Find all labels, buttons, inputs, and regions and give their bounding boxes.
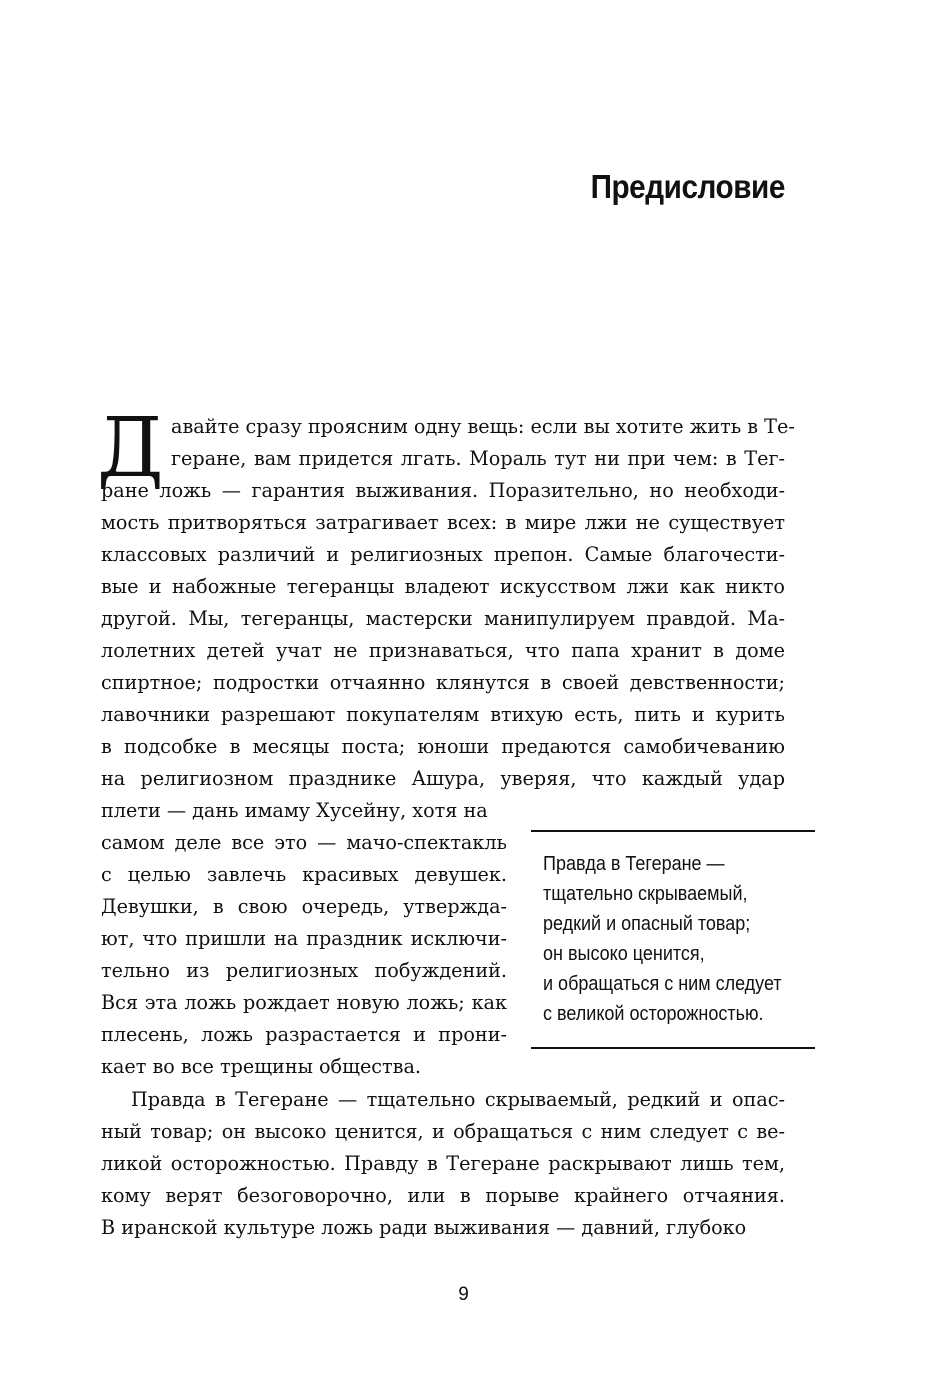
body-line: В иранской культуре ложь ради выживания — давний, глубоко (101, 1216, 747, 1239)
body-line: лолетних детей учат не признаваться, что папа хранит в доме (101, 639, 785, 662)
body-line: ют, что пришли на праздник исключи- (101, 927, 507, 950)
body-line: кает во все трещины общества. (101, 1055, 421, 1078)
body-line: в подсобке в месяцы поста; юноши предаются самобичеванию (101, 735, 785, 758)
pull-quote-line: Правда в Тегеране — (543, 853, 725, 875)
body-line: тельно из религиозных побуждений. (101, 959, 507, 982)
pull-quote-line: он высоко ценится, (543, 943, 705, 965)
body-line: плети — дань имаму Хусейну, хотя на (101, 799, 488, 822)
body-line: Девушки, в свою очередь, утвержда- (101, 895, 507, 918)
body-line: самом деле все это — мачо-спектакль (101, 831, 507, 854)
pull-quote-top-rule (531, 830, 815, 832)
body-line: классовых различий и религиозных препон. Самые благочести- (101, 543, 785, 566)
body-line: геране, вам придется лгать. Мораль тут ни при чем: в Тег- (171, 447, 785, 470)
pull-quote-line: тщательно скрываемый, (543, 883, 748, 905)
body-line: на религиозном празднике Ашура, уверяя, что каждый удар (101, 767, 785, 790)
drop-cap: Д (97, 401, 164, 496)
body-line: Вся эта ложь рождает новую ложь; как (101, 991, 507, 1014)
chapter-title: Предисловие (590, 168, 785, 205)
body-line: спиртное; подростки отчаянно клянутся в своей девственности; (101, 671, 785, 694)
body-line: ликой осторожностью. Правду в Тегеране раскрывают лишь тем, (101, 1152, 785, 1175)
body-line: лавочники разрешают покупателям втихую есть, пить и курить (101, 703, 785, 726)
pull-quote-line: и обращаться с ним следует (543, 973, 782, 995)
pull-quote-line: редкий и опасный товар; (543, 913, 751, 935)
pull-quote-line: с великой осторожностью. (543, 1003, 764, 1025)
body-line: вые и набожные тегеранцы владеют искусством лжи как никто (101, 575, 785, 598)
body-line: с целью завлечь красивых девушек. (101, 863, 507, 886)
pull-quote-bottom-rule (531, 1047, 815, 1049)
page-number: 9 (458, 1284, 469, 1305)
body-line: ране ложь — гарантия выживания. Поразительно, но необходи- (101, 479, 785, 502)
body-line: мость притворяться затрагивает всех: в мире лжи не существует (101, 511, 785, 534)
body-line: Правда в Тегеране — тщательно скрываемый, редкий и опас- (131, 1088, 785, 1111)
body-line: ный товар; он высоко ценится, и обращаться с ним следует с ве- (101, 1120, 785, 1143)
body-line: авайте сразу проясним одну вещь: если вы хотите жить в Те- (171, 415, 795, 438)
body-line: плесень, ложь разрастается и прони- (101, 1023, 507, 1046)
body-line: кому верят безоговорочно, или в порыве крайнего отчаяния. (101, 1184, 785, 1207)
body-line: другой. Мы, тегеранцы, мастерски манипулируем правдой. Ма- (101, 607, 785, 630)
